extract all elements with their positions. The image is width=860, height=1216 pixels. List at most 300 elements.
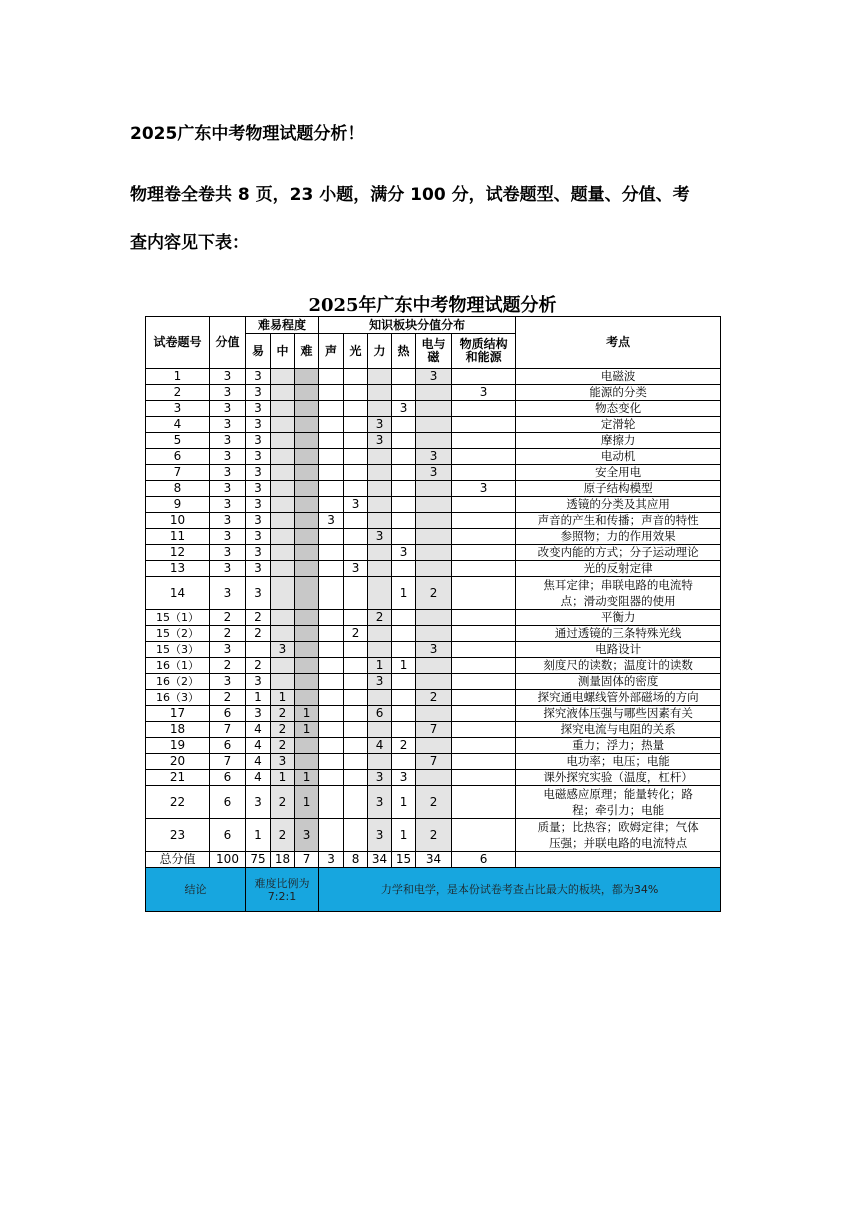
difficulty-ratio: 难度比例为 7:2:1 [246, 868, 319, 912]
cell-q: 10 [146, 513, 210, 529]
cell-em [416, 401, 452, 417]
cell-hard [295, 513, 319, 529]
cell-easy: 3 [246, 674, 271, 690]
cell-hard: 1 [295, 770, 319, 786]
table-row [146, 658, 721, 674]
cell-heat [392, 706, 416, 722]
cell-easy: 3 [246, 513, 271, 529]
cell-heat [392, 417, 416, 433]
points-line: 改变内能的方式；分子运动理论 [537, 545, 699, 559]
cell-hard [295, 626, 319, 642]
cell-easy: 2 [246, 626, 271, 642]
table-row [146, 545, 721, 561]
points-line: 定滑轮 [600, 417, 636, 431]
cell-em: 7 [416, 754, 452, 770]
cell-light [344, 529, 368, 545]
cell-em: 3 [416, 369, 452, 385]
cell-force: 2 [368, 610, 392, 626]
table-row [146, 577, 721, 610]
cell-heat [392, 674, 416, 690]
cell-sound [319, 738, 344, 754]
cell-q: 3 [146, 401, 210, 417]
cell-q: 22 [146, 786, 210, 819]
cell-mid [271, 577, 295, 610]
points-line: 课外探究实验（温度，杠杆） [543, 770, 693, 784]
cell-heat [392, 690, 416, 706]
cell-heat [392, 497, 416, 513]
cell-mat [452, 433, 516, 449]
cell-s: 6 [210, 786, 246, 819]
cell-mat [452, 674, 516, 690]
cell-light [344, 738, 368, 754]
table-row [146, 738, 721, 754]
cell-light [344, 674, 368, 690]
total-mid: 18 [271, 852, 295, 868]
cell-s: 2 [210, 610, 246, 626]
cell-mat [452, 819, 516, 852]
cell-q: 23 [146, 819, 210, 852]
total-row [146, 852, 721, 868]
cell-light [344, 385, 368, 401]
cell-em [416, 417, 452, 433]
cell-em [416, 738, 452, 754]
table-row [146, 706, 721, 722]
cell-s: 6 [210, 706, 246, 722]
table-row [146, 417, 721, 433]
points-line: 透镜的分类及其应用 [566, 497, 670, 511]
cell-hard [295, 674, 319, 690]
table-row [146, 674, 721, 690]
cell-points [516, 674, 721, 690]
cell-heat: 3 [392, 401, 416, 417]
cell-easy: 3 [246, 481, 271, 497]
cell-sound [319, 642, 344, 658]
points-line: 电功率；电压；电能 [566, 754, 670, 768]
cell-mat [452, 786, 516, 819]
cell-points [516, 545, 721, 561]
cell-hard [295, 481, 319, 497]
cell-force: 6 [368, 706, 392, 722]
cell-hard [295, 642, 319, 658]
cell-points [516, 722, 721, 738]
points-line: 物态变化 [595, 401, 642, 415]
cell-q: 17 [146, 706, 210, 722]
total-easy: 75 [246, 852, 271, 868]
cell-s: 3 [210, 369, 246, 385]
cell-hard [295, 690, 319, 706]
cell-force [368, 577, 392, 610]
page-title: 2025广东中考物理试题分析！ [130, 124, 365, 144]
cell-heat [392, 513, 416, 529]
cell-force [368, 690, 392, 706]
cell-easy: 3 [246, 449, 271, 465]
cell-em [416, 610, 452, 626]
cell-mid [271, 369, 295, 385]
cell-force: 4 [368, 738, 392, 754]
header-knowledge: 知识板块分值分布 [319, 317, 516, 334]
cell-easy: 4 [246, 722, 271, 738]
points-line: 刻度尺的读数；温度计的读数 [543, 658, 693, 672]
cell-s: 3 [210, 401, 246, 417]
cell-mid [271, 449, 295, 465]
cell-em: 3 [416, 449, 452, 465]
total-force: 34 [368, 852, 392, 868]
cell-heat [392, 561, 416, 577]
cell-points [516, 754, 721, 770]
cell-easy: 3 [246, 417, 271, 433]
cell-mid: 2 [271, 786, 295, 819]
points-line: 参照物；力的作用效果 [560, 529, 676, 543]
points-line: 平衡力 [600, 610, 636, 624]
cell-mat [452, 369, 516, 385]
table-row [146, 610, 721, 626]
cell-points [516, 577, 721, 610]
cell-em [416, 706, 452, 722]
cell-mid: 2 [271, 722, 295, 738]
table-row [146, 690, 721, 706]
cell-easy: 4 [246, 770, 271, 786]
cell-sound [319, 706, 344, 722]
cell-force [368, 722, 392, 738]
points-line: 原子结构模型 [583, 481, 653, 495]
cell-points [516, 658, 721, 674]
header-heat: 热 [392, 334, 416, 369]
total-sound: 3 [319, 852, 344, 868]
cell-s: 7 [210, 754, 246, 770]
cell-s: 3 [210, 481, 246, 497]
cell-q: 11 [146, 529, 210, 545]
cell-s: 3 [210, 465, 246, 481]
cell-s: 3 [210, 385, 246, 401]
cell-mat [452, 465, 516, 481]
cell-mid [271, 497, 295, 513]
cell-mid: 3 [271, 754, 295, 770]
header-mid: 中 [271, 334, 295, 369]
total-light: 8 [344, 852, 368, 868]
cell-hard [295, 545, 319, 561]
cell-sound [319, 369, 344, 385]
cell-hard [295, 433, 319, 449]
cell-mid: 1 [271, 770, 295, 786]
total-heat: 15 [392, 852, 416, 868]
cell-mat [452, 610, 516, 626]
header-difficulty: 难易程度 [246, 317, 319, 334]
cell-s: 3 [210, 561, 246, 577]
cell-em: 3 [416, 465, 452, 481]
header-hard: 难 [295, 334, 319, 369]
cell-mat [452, 658, 516, 674]
cell-q: 21 [146, 770, 210, 786]
cell-q: 6 [146, 449, 210, 465]
cell-em [416, 481, 452, 497]
cell-sound [319, 754, 344, 770]
cell-force [368, 626, 392, 642]
cell-mid [271, 545, 295, 561]
cell-heat: 1 [392, 786, 416, 819]
points-line: 探究液体压强与哪些因素有关 [543, 706, 693, 720]
cell-easy: 1 [246, 690, 271, 706]
cell-points [516, 642, 721, 658]
cell-light [344, 369, 368, 385]
cell-em: 3 [416, 642, 452, 658]
cell-mid [271, 626, 295, 642]
cell-hard [295, 577, 319, 610]
cell-sound [319, 658, 344, 674]
cell-force: 3 [368, 819, 392, 852]
cell-mid [271, 561, 295, 577]
cell-mid [271, 401, 295, 417]
cell-em [416, 385, 452, 401]
cell-force: 3 [368, 674, 392, 690]
cell-points [516, 401, 721, 417]
cell-light: 3 [344, 497, 368, 513]
cell-mat [452, 529, 516, 545]
points-line: 程；牵引力；电能 [572, 803, 665, 817]
cell-points [516, 561, 721, 577]
table-row [146, 385, 721, 401]
cell-force [368, 385, 392, 401]
points-line: 光的反射定律 [583, 561, 653, 575]
cell-mid [271, 481, 295, 497]
table-row [146, 369, 721, 385]
cell-sound [319, 819, 344, 852]
cell-points [516, 819, 721, 852]
cell-mat [452, 497, 516, 513]
cell-light [344, 513, 368, 529]
cell-easy: 3 [246, 577, 271, 610]
cell-hard [295, 497, 319, 513]
cell-heat: 3 [392, 770, 416, 786]
cell-q: 9 [146, 497, 210, 513]
analysis-table [145, 316, 721, 912]
total-label: 总分值 [146, 852, 210, 868]
cell-q: 7 [146, 465, 210, 481]
cell-force [368, 481, 392, 497]
cell-points [516, 417, 721, 433]
cell-force [368, 465, 392, 481]
cell-hard [295, 465, 319, 481]
cell-easy: 4 [246, 754, 271, 770]
cell-heat [392, 722, 416, 738]
cell-q: 15（1） [146, 610, 210, 626]
cell-em [416, 545, 452, 561]
cell-mid [271, 433, 295, 449]
header-qno: 试卷题号 [146, 317, 210, 369]
cell-q: 1 [146, 369, 210, 385]
cell-sound [319, 770, 344, 786]
cell-force [368, 545, 392, 561]
cell-heat: 2 [392, 738, 416, 754]
cell-points [516, 786, 721, 819]
conclusion-row [146, 868, 721, 912]
cell-mid [271, 674, 295, 690]
cell-force [368, 449, 392, 465]
header-score: 分值 [210, 317, 246, 369]
points-line: 探究电流与电阻的关系 [560, 722, 676, 736]
cell-mid: 2 [271, 738, 295, 754]
cell-hard [295, 658, 319, 674]
cell-em [416, 561, 452, 577]
cell-sound [319, 626, 344, 642]
cell-easy: 1 [246, 819, 271, 852]
cell-easy [246, 642, 271, 658]
cell-points [516, 770, 721, 786]
cell-mat [452, 626, 516, 642]
cell-easy: 2 [246, 658, 271, 674]
cell-points [516, 497, 721, 513]
cell-mid [271, 385, 295, 401]
cell-hard [295, 369, 319, 385]
cell-light: 2 [344, 626, 368, 642]
cell-hard [295, 561, 319, 577]
cell-em [416, 770, 452, 786]
cell-mid: 2 [271, 706, 295, 722]
cell-heat: 1 [392, 819, 416, 852]
table-row [146, 626, 721, 642]
cell-mat: 3 [452, 385, 516, 401]
cell-easy: 2 [246, 610, 271, 626]
cell-light [344, 690, 368, 706]
points-line: 压强；并联电路的电流特点 [549, 836, 688, 850]
cell-q: 5 [146, 433, 210, 449]
cell-heat [392, 754, 416, 770]
cell-em [416, 497, 452, 513]
cell-hard [295, 385, 319, 401]
cell-light [344, 465, 368, 481]
table-row [146, 465, 721, 481]
table-row [146, 754, 721, 770]
cell-hard [295, 417, 319, 433]
cell-force: 1 [368, 658, 392, 674]
table-row [146, 513, 721, 529]
cell-q: 8 [146, 481, 210, 497]
cell-em [416, 433, 452, 449]
cell-q: 13 [146, 561, 210, 577]
cell-s: 3 [210, 642, 246, 658]
cell-s: 3 [210, 417, 246, 433]
points-line: 测量固体的密度 [577, 674, 659, 688]
cell-mat [452, 417, 516, 433]
cell-mid: 1 [271, 690, 295, 706]
cell-force: 3 [368, 529, 392, 545]
total-score: 100 [210, 852, 246, 868]
cell-heat [392, 642, 416, 658]
table-row [146, 401, 721, 417]
cell-easy: 3 [246, 369, 271, 385]
cell-force: 3 [368, 417, 392, 433]
cell-mat [452, 561, 516, 577]
table-row [146, 819, 721, 852]
cell-light [344, 770, 368, 786]
cell-easy: 3 [246, 706, 271, 722]
cell-heat: 1 [392, 658, 416, 674]
cell-q: 16（2） [146, 674, 210, 690]
cell-heat [392, 481, 416, 497]
cell-sound [319, 529, 344, 545]
cell-points [516, 690, 721, 706]
cell-light [344, 481, 368, 497]
cell-sound [319, 786, 344, 819]
total-matter-energy: 6 [452, 852, 516, 868]
header-easy: 易 [246, 334, 271, 369]
cell-hard: 1 [295, 722, 319, 738]
cell-easy: 3 [246, 497, 271, 513]
cell-em [416, 658, 452, 674]
cell-mat [452, 642, 516, 658]
cell-mid: 2 [271, 819, 295, 852]
cell-easy: 3 [246, 529, 271, 545]
cell-q: 4 [146, 417, 210, 433]
cell-force: 3 [368, 770, 392, 786]
cell-easy: 3 [246, 561, 271, 577]
cell-sound [319, 610, 344, 626]
cell-easy: 3 [246, 385, 271, 401]
points-line: 能源的分类 [589, 385, 647, 399]
cell-s: 7 [210, 722, 246, 738]
table-row [146, 786, 721, 819]
header-matter-energy: 物质结构 和能源 [452, 334, 516, 369]
cell-light [344, 706, 368, 722]
cell-q: 14 [146, 577, 210, 610]
cell-q: 18 [146, 722, 210, 738]
cell-mat: 3 [452, 481, 516, 497]
cell-points [516, 706, 721, 722]
cell-hard [295, 529, 319, 545]
table-row [146, 433, 721, 449]
cell-hard [295, 754, 319, 770]
points-line: 电磁波 [600, 369, 636, 383]
points-line: 摩擦力 [600, 433, 636, 447]
cell-q: 12 [146, 545, 210, 561]
cell-em: 2 [416, 577, 452, 610]
cell-sound [319, 417, 344, 433]
table-title: 2025年广东中考物理试题分析 [308, 295, 557, 316]
cell-sound [319, 674, 344, 690]
cell-s: 6 [210, 738, 246, 754]
cell-sound [319, 577, 344, 610]
cell-mat [452, 754, 516, 770]
table-row [146, 722, 721, 738]
cell-heat [392, 626, 416, 642]
cell-s: 3 [210, 674, 246, 690]
cell-points [516, 481, 721, 497]
cell-force [368, 369, 392, 385]
table-row [146, 449, 721, 465]
cell-hard: 1 [295, 706, 319, 722]
cell-heat [392, 369, 416, 385]
cell-points [516, 610, 721, 626]
header-force: 力 [368, 334, 392, 369]
intro-line-1: 物理卷全卷共 8 页，23 小题，满分 100 分，试卷题型、题量、分值、考 [130, 185, 690, 205]
cell-q: 15（2） [146, 626, 210, 642]
cell-s: 3 [210, 529, 246, 545]
cell-sound [319, 401, 344, 417]
cell-points [516, 626, 721, 642]
cell-s: 3 [210, 449, 246, 465]
cell-sound [319, 481, 344, 497]
cell-s: 3 [210, 433, 246, 449]
cell-sound [319, 465, 344, 481]
cell-points [516, 529, 721, 545]
cell-q: 16（1） [146, 658, 210, 674]
cell-heat [392, 610, 416, 626]
cell-points [516, 385, 721, 401]
cell-em: 2 [416, 786, 452, 819]
cell-hard [295, 401, 319, 417]
cell-light [344, 722, 368, 738]
cell-easy: 3 [246, 401, 271, 417]
points-line: 点；滑动变阻器的使用 [560, 594, 676, 608]
